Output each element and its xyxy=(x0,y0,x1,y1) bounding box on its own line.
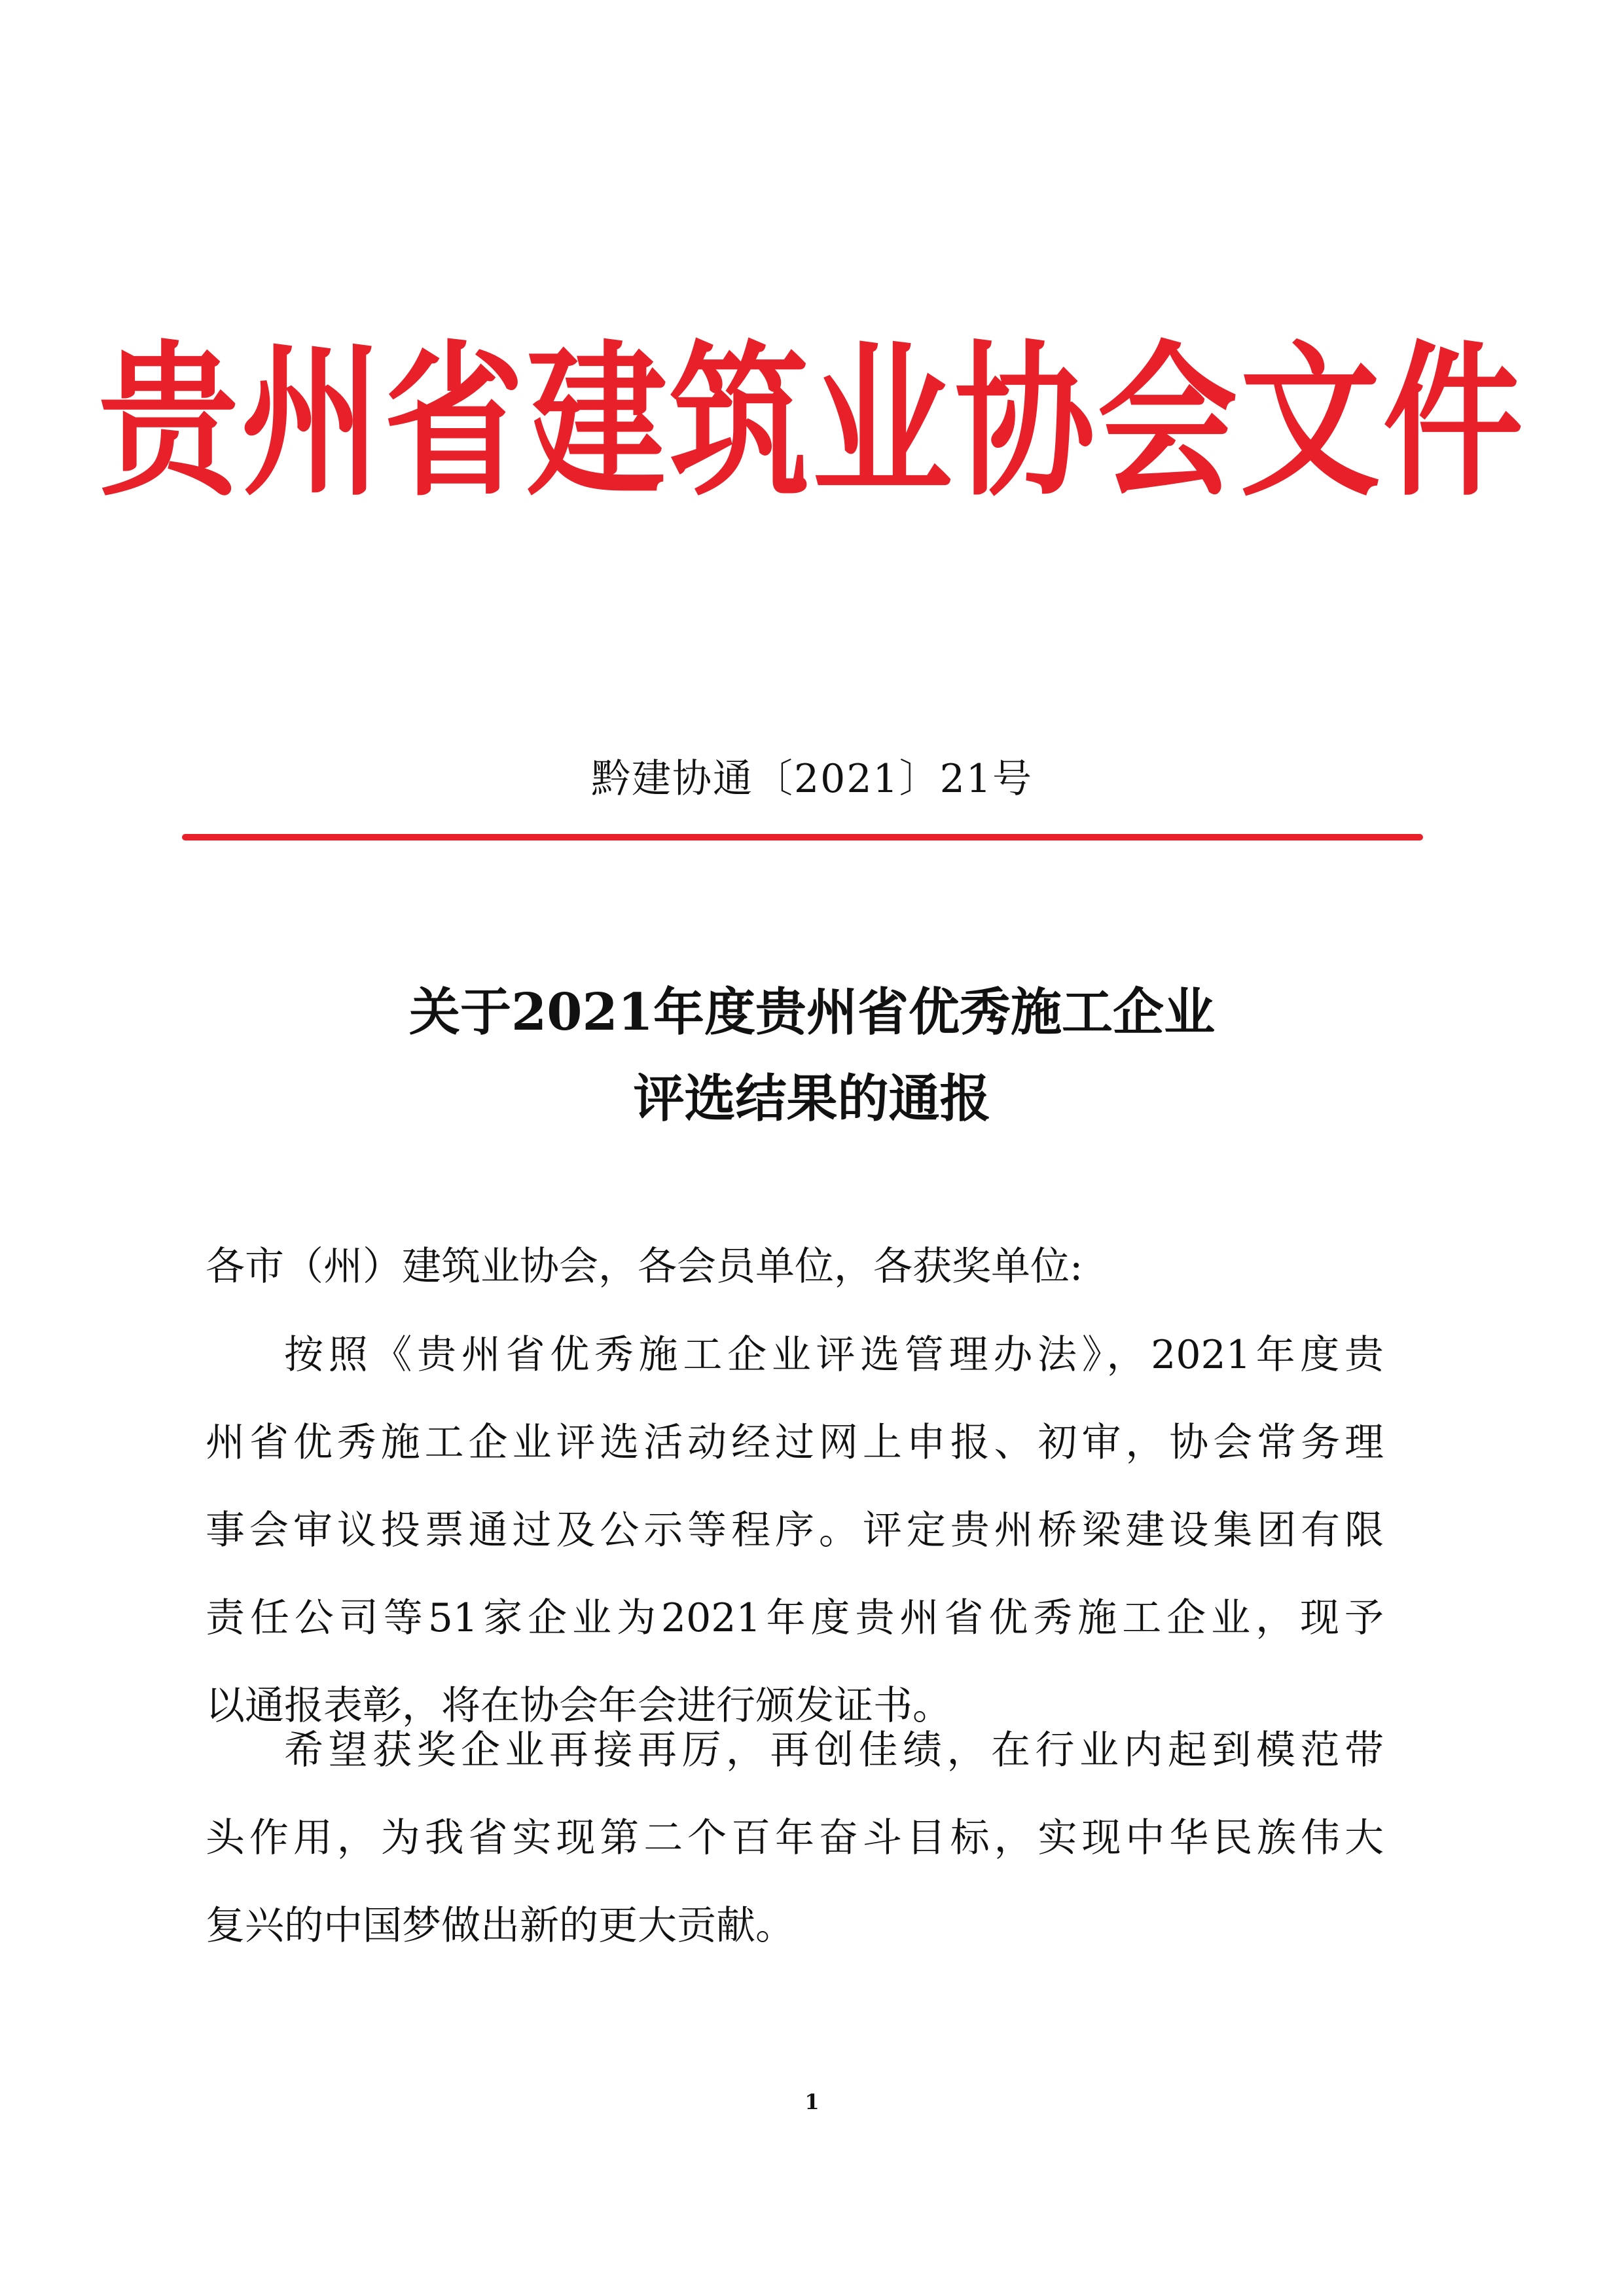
title-line-1: 关于2021年度贵州省优秀施工企业 xyxy=(408,983,1216,1042)
document-masthead: 贵州省建筑业协会文件 xyxy=(98,326,1526,519)
salutation: 各市（州）建筑业协会，各会员单位，各获奖单位: xyxy=(206,1244,1083,1290)
paragraph-line: 复兴的中国梦做出新的更大贡献。 xyxy=(206,1903,795,1949)
paragraph-line: 事会审议投票通过及公示等程序。评定贵州桥梁建设集团有限 xyxy=(206,1508,1384,1553)
paragraph-line: 按照《贵州省优秀施工企业评选管理办法》，2021年度贵 xyxy=(284,1332,1384,1378)
page-number: 1 xyxy=(804,2089,820,2114)
paragraph-line: 州省优秀施工企业评选活动经过网上申报、初审，协会常务理 xyxy=(206,1420,1384,1466)
paragraph-line: 希望获奖企业再接再厉，再创佳绩，在行业内起到模范带 xyxy=(284,1727,1384,1773)
paragraph-2 xyxy=(206,1707,1384,1970)
red-separator-rule xyxy=(182,834,1423,840)
paragraph-line: 头作用，为我省实现第二个百年奋斗目标，实现中华民族伟大 xyxy=(206,1815,1384,1861)
title-line-2: 评选结果的通报 xyxy=(633,1069,991,1129)
document-number: 黔建协通〔2021〕21号 xyxy=(590,756,1034,802)
paragraph-line: 以通报表彰，将在协会年会进行颁发证书。 xyxy=(206,1683,952,1729)
paragraph-1 xyxy=(206,1311,1384,1750)
paragraph-line: 责任公司等51家企业为2021年度贵州省优秀施工企业，现予 xyxy=(206,1595,1384,1641)
